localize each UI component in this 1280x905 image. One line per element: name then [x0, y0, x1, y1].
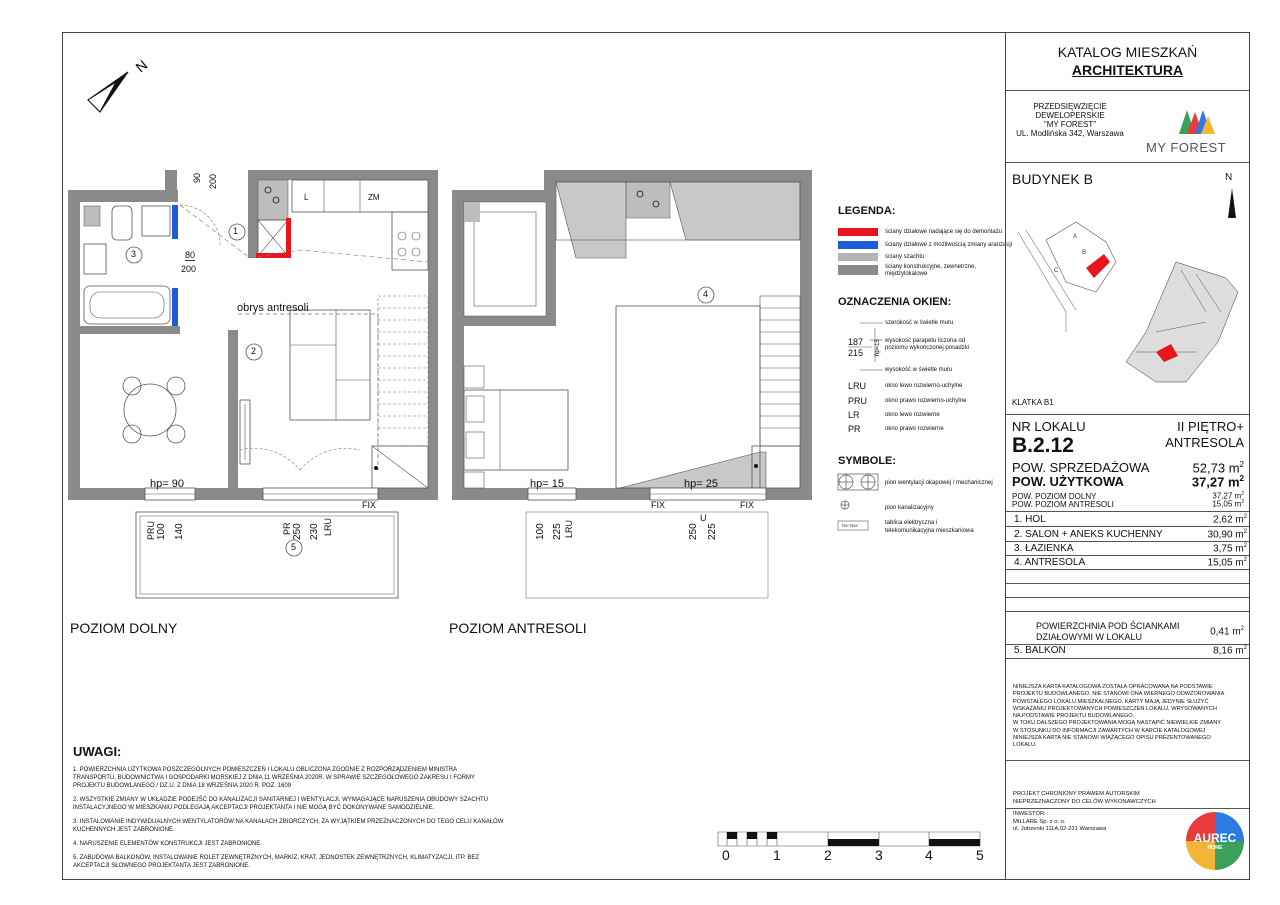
note-line: INSTALACYJNEGO W MIESZKANIU PODLEGAJĄ AKCEPTACJI PROJEKTANTA I NIE MOGĄ BYĆ DOKONYWANE SAMODZIELNIE. [73, 805, 435, 811]
lower-level-title: POZIOM DOLNY [70, 620, 178, 636]
upper-level-title: POZIOM ANTRESOLI [449, 620, 587, 636]
note-line: AKCEPTACJI SŁOWNEGO PROJEKTANTA JEST ZABRONIONE. [73, 863, 250, 869]
window-code-lru: LRU [848, 381, 867, 391]
copyright-notice [1013, 791, 1156, 806]
window-type-lru: LRU [323, 517, 333, 536]
scale-label-4: 4 [925, 847, 933, 863]
unit-number-label: NR LOKALU [1012, 419, 1086, 434]
upper-level-plan [452, 170, 812, 598]
svg-text:C: C [1054, 268, 1059, 274]
disclaimer-line: POWSTAŁEGO LOKALU MIESZKALNEGO. KARTY MAJĄ JEDYNIE SŁUŻYĆ [1013, 698, 1209, 705]
balcony-area-number: 8,16 m [1213, 645, 1244, 657]
usable-area-number: 37,27 m [1191, 474, 1240, 490]
room-row [1014, 514, 1247, 525]
disclaimer-line: NINIEJSZA KARTA KATALOGOWA ZOSTAŁA OPRACOWANA NA PODSTAWIE [1013, 684, 1213, 690]
room-row [1014, 557, 1247, 568]
legend-swatch-light-gray [838, 253, 878, 261]
note-line: 3. INSTALOWANIE INDYWIDUALNYCH WENTYLATORÓW NA KANAŁACH ZBIORCZYCH, ZA WYJĄTKIEM PRZEZNACZONYCH DO TEGO CELU KANAŁÓW [73, 819, 504, 825]
balcony-area [1213, 645, 1247, 656]
window-upper2-type-u: U [700, 513, 707, 523]
walls-area-label1: POWIERZCHNIA POD ŚCIANKAMI [1036, 621, 1180, 631]
staircase-label: KLATKA B1 [1012, 398, 1054, 407]
windows-legend-sample-sill: hp=15 [875, 339, 881, 356]
walls-area-value [1210, 626, 1244, 637]
room-number-4: 4 [703, 289, 709, 299]
door2-width: 80 [185, 250, 196, 260]
my-forest-logo-icon [1171, 104, 1221, 138]
balcony-row [1014, 645, 1247, 656]
legend-swatch-blue [838, 241, 878, 249]
window-type-pr: PR [282, 522, 292, 535]
disclaimer-line: NINIEJSZA KARTA NIE STANOWI WIĄŻĄCEGO OPISU PREZENTOWANEGO [1013, 735, 1211, 742]
symbol-panel-desc2: telekomunikacyjna mieszkaniowa [885, 528, 974, 534]
door1-height: 200 [208, 173, 218, 189]
window-code-pr: PR [848, 424, 861, 434]
room-number-1: 1 [233, 226, 239, 236]
walls-area-number: 0,41 m [1210, 626, 1241, 638]
scale-label-2: 2 [824, 847, 832, 863]
room-area-number: 2,62 m [1213, 514, 1244, 526]
room-label: 2. SALON + ANEKS KUCHENNY [1014, 529, 1163, 540]
sale-area-number: 52,73 m [1192, 460, 1240, 476]
balcony-label: 5. BALKON [1014, 645, 1066, 656]
window-width-250: 250 [292, 523, 303, 540]
mezz-area-value [1212, 499, 1244, 509]
legend-item-structural-line2: międzylokalowe [885, 271, 928, 277]
window-upper-type-lru: LRU [564, 519, 574, 538]
window-code-pru-desc: okno prawo rozwierno-uchylne [885, 398, 967, 404]
symbol-sewer-desc: pion kanalizacyjny [885, 505, 934, 511]
door1-width: 90 [192, 172, 202, 183]
walls-area-sup: 2 [1240, 626, 1244, 632]
balcony-area-sup: 2 [1243, 645, 1247, 651]
disclaimer-line: WSKAZANIU PROJEKTOWANYCH POMIESZCZEŃ LOKALU, WRYSOWANYCH [1013, 705, 1217, 712]
note-line: 5. ZABUDOWA BALKONÓW, INSTALOWANIE ROLET ZEWNĘTRZNYCH, MARKIZ, KRAT, JEDNOSTEK ZEWNĘTRZNYCH, KLIMATYZACJI, ITP. BEZ [73, 855, 480, 861]
note-line: 4. NARUSZENIE ELEMENTÓW KONSTRUKCJI JEST ZABRONIONE. [73, 841, 262, 847]
room-number-3: 3 [131, 249, 137, 259]
legend-swatch-red [838, 228, 878, 236]
window-type-pru: PRU [146, 520, 156, 540]
sale-area-label: POW. SPRZEDAŻOWA [1012, 460, 1150, 475]
aurec-logo-icon [1186, 812, 1244, 870]
lower-level-plan [68, 170, 438, 598]
room-area-number: 30,90 m [1207, 529, 1244, 541]
room-area-sup: 2 [1243, 529, 1247, 535]
disclaimer-line: W TOKU DALSZEGO PROJEKTOWANIA MOGĄ NASTĄPIĆ NIEWIELKIE ZMIANY [1013, 720, 1222, 727]
sill-height-upper2: hp= 25 [684, 478, 718, 490]
north-arrow-label: N [132, 56, 151, 76]
symbol-panel-desc1: tablica elektryczna i [885, 520, 938, 526]
svg-text:A: A [1073, 234, 1078, 240]
window-upper-height-225: 225 [552, 523, 563, 540]
room-area [1208, 557, 1247, 568]
mezzanine-outline-label: obrys antresoli [237, 302, 309, 314]
unit-number: B.2.12 [1012, 434, 1074, 457]
room-row [1014, 543, 1247, 554]
window-upper2-height-225: 225 [707, 523, 718, 540]
investor-info [1013, 811, 1106, 834]
kitchen-label-zm: ZM [368, 193, 380, 202]
window-code-lru-desc: okno lewo rozwierno-uchylne [885, 383, 963, 389]
walls-area-label2: DZIAŁOWYMI W LOKALU [1036, 632, 1143, 642]
windows-legend-sill-label2: poziomu wykończonej posadzki [885, 345, 970, 351]
catalog-subtitle: ARCHITEKTURA [1071, 62, 1184, 78]
mezz-area-label: POW. POZIOM ANTRESOLI [1012, 500, 1114, 509]
legend-item-blue: ściany działowe z możliwością zmiany aranżacji [885, 242, 1013, 248]
site-north-arrow-icon [1228, 188, 1236, 218]
sale-area-sup: 2 [1239, 460, 1244, 469]
room-row [1014, 529, 1247, 540]
room-number-2: 2 [251, 346, 257, 356]
developer-line3: "MY FOREST" [1043, 120, 1097, 129]
window-upper-width-100: 100 [535, 523, 546, 540]
developer-line1: PRZEDSIĘWZIĘCIE [1033, 102, 1107, 111]
site-north-label: N [1225, 172, 1233, 183]
north-arrow-icon [88, 72, 128, 112]
room-area-sup: 2 [1243, 543, 1247, 549]
note-line: 1. POWIERZCHNIA UŻYTKOWA POSZCZEGÓLNYCH POMIESZCZEŃ I LOKALU OBLICZONA ZGODNIE Z ROZPORZĄDZENIEM MINISTRA [73, 767, 458, 773]
disclaimer-line: NA PODSTAWIE PROJEKTU BUDOWLANEGO. [1013, 713, 1135, 720]
window-code-lr-desc: okno lewo rozwierne [885, 412, 940, 418]
usable-area-value [1192, 474, 1244, 489]
info-panel [1005, 32, 1250, 880]
scale-label-3: 3 [875, 847, 883, 863]
window-height-140: 140 [174, 523, 185, 540]
scale-bar [718, 832, 980, 846]
note-line: 2. WSZYSTKIE ZMIANY W UKŁADZIE PODEJŚĆ DO KANALIZACJI SANITARNEJ I WENTYLACJI, WYMAGAJĄCE NARUSZENIA OBUDOWY SZACHTU [73, 797, 489, 803]
window-upper2-width-250: 250 [688, 523, 699, 540]
disclaimer-line: W STOSUNKU DO INFORMACJI ZAWARTYCH W KARCIE KATALOGOWEJ [1013, 727, 1206, 734]
developer-address: UL. Modlińska 342, Warszawa [1016, 129, 1124, 138]
disclaimer [1013, 684, 1249, 750]
copyright-line: PROJEKT CHRONIONY PRAWEM AUTORSKIM [1013, 791, 1140, 797]
windows-legend-width-label: szerokość w świetle muru [885, 320, 954, 326]
window-code-pr-desc: okno prawo rozwierne [885, 426, 944, 432]
sewer-pipe-icon [841, 501, 849, 509]
window-width-100: 100 [156, 523, 167, 540]
usable-area-label: POW. UŻYTKOWA [1012, 474, 1124, 489]
room-area-sup: 2 [1243, 557, 1247, 563]
door2-height: 200 [181, 264, 197, 274]
kitchen-label-l: L [304, 193, 309, 202]
windows-legend-height-label: wysokość w świetle muru [885, 367, 953, 373]
sill-height-lower: hp= 90 [150, 478, 184, 490]
my-forest-logo-text: MY FOREST [1146, 140, 1227, 155]
notes-title: UWAGI: [73, 744, 122, 759]
room-number-5: 5 [291, 542, 297, 552]
windows-legend-sample-height: 215 [848, 348, 864, 358]
building-label: BUDYNEK B [1012, 171, 1093, 187]
aurec-logo-sub: HOME [1207, 845, 1223, 851]
windows-legend-sample-width: 187 [848, 337, 864, 347]
investor-label: INWESTOR: [1013, 811, 1046, 817]
unit-floor-line2: ANTRESOLA [1165, 435, 1244, 450]
room-label: 4. ANTRESOLA [1014, 557, 1086, 568]
fixed-window-label-2: FIX [651, 500, 666, 510]
lower-area-sup: 2 [1241, 491, 1244, 497]
lower-area-number: 37,27 m [1212, 491, 1242, 501]
catalog-title: KATALOG MIESZKAŃ [1057, 44, 1198, 60]
scale-label-1: 1 [773, 847, 781, 863]
room-label: 3. ŁAZIENKA [1014, 543, 1074, 554]
scale-label-5: 5 [976, 847, 984, 863]
svg-text:B: B [1082, 250, 1087, 256]
legend-title: LEGENDA: [838, 205, 896, 217]
symbol-ventilation-desc: pion wentylacji okapowej / mechanicznej [885, 480, 993, 486]
developer-info [1014, 102, 1126, 138]
investor-address: ul. Jutrzenki 111A,02-231 Warszawa [1013, 826, 1107, 832]
aurec-logo-text: AUREC [1193, 831, 1237, 845]
scale-label-0: 0 [722, 847, 730, 863]
room-area [1208, 529, 1247, 540]
room-area-number: 3,75 m [1213, 543, 1244, 555]
legend-item-structural: ściany konstrukcyjne, zewnetrzne, [885, 264, 977, 270]
legend-swatch-gray [838, 265, 878, 275]
usable-area-sup: 2 [1239, 474, 1244, 483]
symbols-title: SYMBOLE: [838, 455, 897, 467]
window-height-230: 230 [309, 523, 320, 540]
disclaimer-line: LOKALU. [1013, 742, 1037, 749]
sill-height-upper1: hp= 15 [530, 478, 564, 490]
windows-legend-sill-label1: wysokość parapetu liczona od [885, 338, 966, 344]
investor-name: MILLARE Sp. z o. o. [1013, 818, 1066, 825]
site-plan [1006, 182, 1249, 402]
room-area [1213, 514, 1247, 525]
room-area-number: 15,05 m [1207, 557, 1244, 569]
note-line: TRANSPORTU, BUDOWNICTWA I GOSPODARKI MORSKIEJ Z DNIA 11 WRZEŚNIA 2020R. W SPRAWIE SZCZEGÓŁOWEGO ZAKRESU I FORMY [73, 775, 476, 781]
note-line: KUCHENNYCH JEST ZABRONIONE. [73, 827, 175, 833]
room-area [1213, 543, 1247, 554]
lower-area-label: POW. POZIOM DOLNY [1012, 492, 1097, 501]
unit-floor-line1: II PIĘTRO+ [1177, 419, 1244, 434]
symbol-panel-label: TM+TEM [841, 523, 858, 528]
mezz-area-number: 15,05 m [1212, 499, 1242, 509]
copyright-line: NIEPRZEZNACZONY DO CELÓW WYKONAWCZYCH [1013, 798, 1156, 805]
room-label: 1. HOL [1014, 514, 1046, 525]
windows-legend-title: OZNACZENIA OKIEN: [838, 296, 952, 308]
fixed-window-label-3: FIX [740, 500, 755, 510]
developer-line2: DEWELOPERSKIE [1035, 111, 1105, 120]
mezz-area-sup: 2 [1241, 499, 1244, 505]
fixed-window-label-1: FIX [362, 500, 377, 510]
notes-list [73, 766, 593, 870]
window-code-lr: LR [848, 410, 860, 420]
window-code-pru: PRU [848, 396, 868, 406]
legend-item-shaft: ściany szachtu [885, 254, 925, 260]
legend-item-red: ściany działowe nadające się do demontażu [885, 229, 1003, 235]
room-area-sup: 2 [1243, 514, 1247, 520]
disclaimer-line: PROJEKTU BUDOWLANEGO. NIE STANOWI ONA WIERNEGO ODWZOROWANIA [1013, 691, 1225, 698]
note-line: PROJEKTU BUDOWLANEGO / DZ.U. Z DNIA 18 WRZEŚNIA 2020 R. POZ. 1609 [73, 783, 292, 789]
ventilation-symbol-icon [838, 474, 878, 490]
